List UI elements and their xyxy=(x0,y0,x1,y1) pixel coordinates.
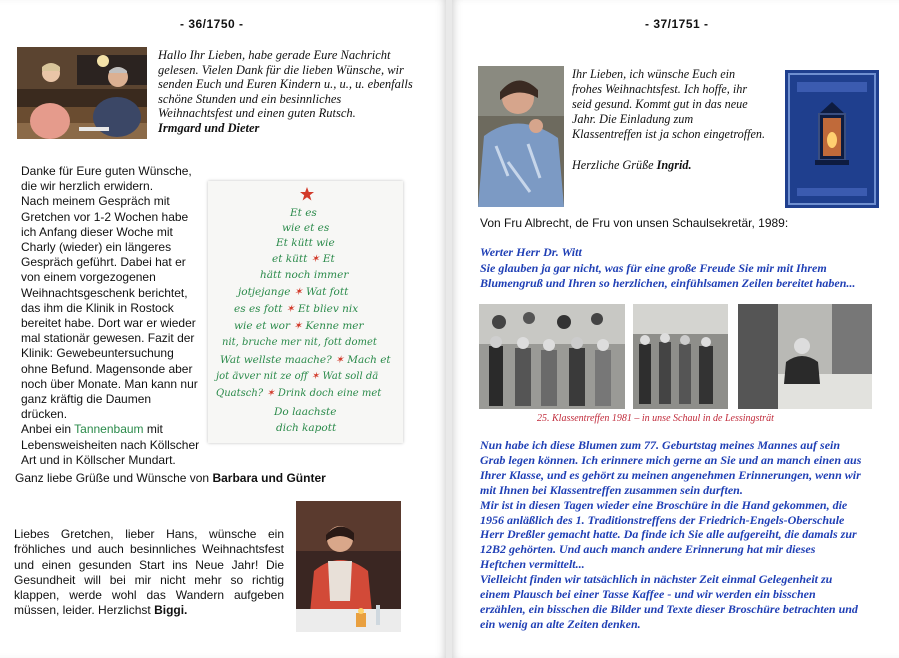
star-separator-icon: ✶ xyxy=(293,320,303,332)
letter-line: Blumengruß und Ihren so herzlichen, einfühlsamen Zeilen bereitet haben... xyxy=(480,276,856,290)
letter-line: 12B2 gehörten. Und auch manch andere Erinnerung hat mir dieses xyxy=(480,542,816,557)
biggi-signature: Biggi. xyxy=(154,603,188,618)
star-separator-icon: ✶ xyxy=(293,286,303,298)
tree-line: es es fott ✶ Et bliev nix xyxy=(234,303,359,315)
irmgard-line: gelesen. Vielen Dank für die lieben Wünsche, wir xyxy=(158,62,404,77)
right-page xyxy=(452,0,899,658)
irmgard-line: Weihnachtsfest und einen guten Rutsch. xyxy=(158,106,356,121)
barbara-line: Danke für Eure guten Wünsche, xyxy=(21,164,192,178)
biggi-line: Gesundheit will bei mir nicht mehr so richtig xyxy=(14,572,284,587)
tree-line: Wat wellste maache? ✶ Mach et xyxy=(220,354,391,366)
irmgard-line: senden Euch und Euren Kindern u., u., u. ebenfalls xyxy=(158,77,413,92)
tree-post-text: mit xyxy=(143,422,163,437)
ingrid-greeting xyxy=(572,158,787,173)
barbara-line: Nach meinem Gespräch mit xyxy=(21,194,170,209)
biggi-message xyxy=(14,527,284,619)
letter-line: einem Plausch bei einer Tasse Kaffee - und wir werden ein bisschen xyxy=(480,587,816,602)
tree-line: Quatsch? ✶ Drink doch eine met xyxy=(216,388,382,399)
lantern-card xyxy=(785,70,879,208)
letter-line: Mir ist in diesen Tagen wieder eine Broschüre in die Hand gekommen, die xyxy=(480,497,848,512)
letter-line: mit Ihnen bei Klassentreffen zusammen sein durften. xyxy=(480,482,743,497)
biggi-last-line xyxy=(14,603,284,618)
tree-card xyxy=(208,181,403,443)
irmgard-line: schöne Stunden und ein besinnliches xyxy=(158,91,342,106)
tree-pre-text: Anbei ein xyxy=(21,422,75,437)
photo-reunion-3 xyxy=(738,304,872,409)
intro-line: Von Fru Albrecht, de Fru von unsen Schaulsekretär, 1989: xyxy=(480,216,789,230)
left-page xyxy=(0,0,446,658)
barbara-line: mal stationär gewesen. Fazit der xyxy=(21,331,195,346)
tree-line: jot ävver nit ze off ✶ Wat soll dä xyxy=(216,371,379,382)
letter-salutation: Werter Herr Dr. Witt xyxy=(480,245,582,259)
barbara-line: von einem vorgezogenen xyxy=(21,270,156,285)
page-number-left: - 36/1750 - xyxy=(180,17,244,31)
tree-line: hätt noch immer xyxy=(260,269,349,281)
letter-line: Sie glauben ja gar nicht, was für eine große Freude Sie mir mit Ihrem xyxy=(480,260,827,275)
barbara-greeting xyxy=(15,471,326,485)
photo-reunion-1 xyxy=(479,304,625,409)
tree-line: et kütt ✶ Et xyxy=(272,253,335,265)
tree-line: wie et wor ✶ Kenne mer xyxy=(234,320,364,332)
barbara-line: noch über Monate. Man kann nur xyxy=(21,376,198,391)
tree-line: Et kütt wie xyxy=(276,237,335,249)
star-separator-icon: ✶ xyxy=(266,388,275,399)
ingrid-greeting-text: Herzliche Grüße xyxy=(572,158,657,172)
barbara-line: bereitet habe. Dort war er wieder xyxy=(21,316,196,331)
barbara-line: Klinik: Gewebeuntersuchung xyxy=(21,346,174,361)
barbara-line: drücken. xyxy=(21,407,68,422)
page-number-right: - 37/1751 - xyxy=(645,17,709,31)
letter-line: erzählen, ein bisschen die Bilder und Texte dieser Broschüre betrachten und xyxy=(480,601,858,616)
barbara-line: das ihm die Klinik in Rostock xyxy=(21,300,174,315)
ingrid-signature: Ingrid. xyxy=(656,158,692,172)
ingrid-line: Jahr. Die Einladung zum xyxy=(572,112,694,126)
letter-body xyxy=(480,438,892,632)
ingrid-line: seid gesund. Kommt gut in das neue xyxy=(572,97,748,111)
barbara-line: Lebensweisheiten nach Köllscher xyxy=(21,437,200,452)
tree-line: wie et es xyxy=(282,222,330,234)
star-icon xyxy=(300,187,314,201)
tree-word: Tannenbaum xyxy=(74,422,144,437)
letter-line: Ihrer Klasse, und es gehört zu meinen angenehmen Erinnerungen, wenn wir xyxy=(480,467,861,482)
tree-line: Et es xyxy=(290,207,317,219)
letter-line: Vielleicht finden wir tatsächlich in nächster Zeit einmal Gelegenheit zu xyxy=(480,572,833,587)
irmgard-line: Hallo Ihr Lieben, habe gerade Eure Nachricht xyxy=(158,48,391,62)
barbara-line: ich Anfang dieser Woche mit xyxy=(21,224,173,239)
photo-biggi xyxy=(296,501,401,632)
letter-line: Grab legen können. Ich erinnere mich gerne an Sie und an manch einen aus xyxy=(480,452,862,467)
photo-ingrid xyxy=(478,66,564,207)
greeting-names: Barbara und Günter xyxy=(212,471,326,485)
irmgard-signature: Irmgard und Dieter xyxy=(158,120,260,135)
ingrid-line: Klassentreffen ist ja schon eingetroffen. xyxy=(572,127,766,141)
ingrid-message xyxy=(572,67,787,173)
tree-line: Do laachste xyxy=(274,406,337,418)
barbara-line: ganz kräftig die Daumen xyxy=(21,392,152,407)
biggi-line: fröhliches und auch besinnliches Weihnachtsfest xyxy=(14,542,284,557)
photo-reunion-2 xyxy=(633,304,728,409)
letter-line: ein wenig an alte Zeiten denken. xyxy=(480,616,641,631)
letter-line: Heftchen vermittelt... xyxy=(480,557,585,572)
barbara-line: Charly (wieder) ein längeres xyxy=(21,240,172,255)
biggi-line: und einen gesunden Start ins Neue Jahr! Die xyxy=(14,557,284,572)
biggi-last-text: müssen, leider. Herzlichst xyxy=(14,603,155,618)
photo-irmgard-dieter xyxy=(17,47,147,139)
photo-caption: 25. Klassentreffen 1981 – in unse Schaul in de Lessingsträt xyxy=(537,413,774,424)
star-separator-icon: ✶ xyxy=(335,354,344,366)
star-separator-icon: ✶ xyxy=(310,253,320,265)
ingrid-line: frohes Weihnachtsfest. Ich hoffe, ihr xyxy=(572,82,748,96)
barbara-line: ohne Befund. Magensonde aber xyxy=(21,361,193,376)
greeting-text: Ganz liebe Grüße und Wünsche von xyxy=(15,471,213,485)
barbara-line: Gretchen vor 1-2 Wochen habe xyxy=(21,209,189,224)
barbara-line: Art und in Köllscher Mundart. xyxy=(21,452,176,467)
tree-line: nit, bruche mer nit, fott domet xyxy=(222,337,377,348)
star-separator-icon: ✶ xyxy=(285,303,295,315)
barbara-line: die wir herzlich erwidern. xyxy=(21,179,154,194)
letter-line: Nun habe ich diese Blumen zum 77. Geburtstag meines Mannes auf sein xyxy=(480,438,841,452)
irmgard-message xyxy=(158,48,440,136)
ingrid-line: Ihr Lieben, ich wünsche Euch ein xyxy=(572,67,736,81)
barbara-line: Gespräch geführt. Dabei hat er xyxy=(21,255,186,270)
tree-line: jotjejange ✶ Wat fott xyxy=(238,286,349,298)
biggi-line: klappen, werde wohl das Wandern aufgeben xyxy=(14,588,284,603)
barbara-message xyxy=(21,164,221,468)
tree-line: dich kapott xyxy=(276,422,337,434)
barbara-tree-line xyxy=(21,422,221,437)
letter-line: Herr Dreßler gemacht hatte. Da finde ich Sie alle aufgereiht, die damals zur xyxy=(480,527,857,542)
biggi-line: Liebes Gretchen, lieber Hans, wünsche ein xyxy=(14,527,284,541)
barbara-line: Weihnachtsgeschenk berichtet, xyxy=(21,285,188,300)
letter-opening xyxy=(480,245,890,292)
letter-line: 1956 anläßlich des 1. Traditionstreffens der Friedrich-Engels-Oberschule xyxy=(480,512,845,527)
star-separator-icon: ✶ xyxy=(310,371,320,382)
